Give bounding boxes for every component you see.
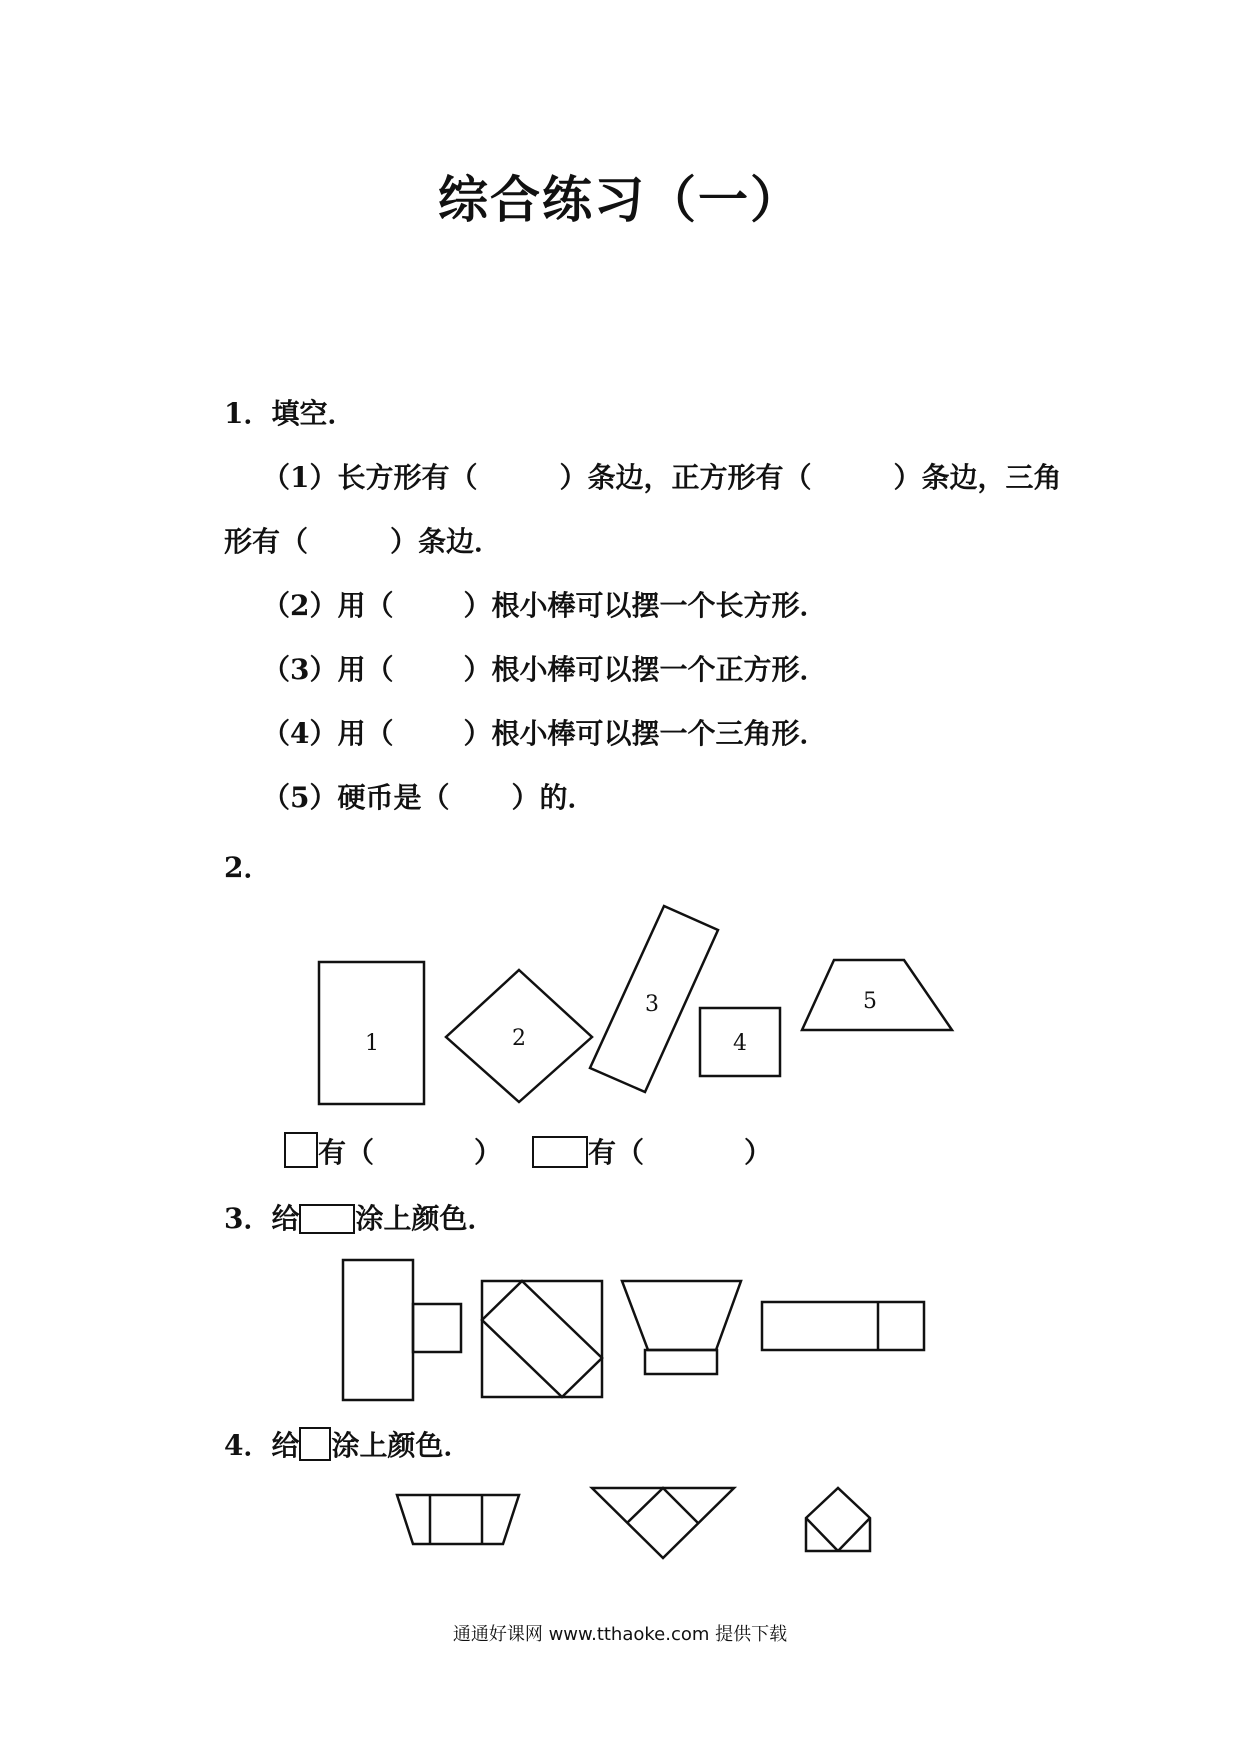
q3-post: 涂上颜色． xyxy=(355,1202,496,1235)
footer: 通通好课网 www.tthaoke.com 提供下载 xyxy=(452,1624,788,1645)
q2-shape-number-2: 2 xyxy=(512,1026,526,1051)
q1-line5-a: （5）硬币是（ xyxy=(262,781,450,814)
q2-fill-a-pre: 有（ xyxy=(318,1136,375,1169)
square-icon xyxy=(284,1132,318,1168)
q1-label: 1．填空． xyxy=(224,397,356,430)
q3-figure-2 xyxy=(482,1281,602,1397)
q4-figure-3 xyxy=(806,1488,870,1551)
q4-figure-2 xyxy=(592,1488,734,1558)
q3-instruction xyxy=(224,1197,496,1237)
q2-label: 2． xyxy=(224,851,272,884)
rectangle-icon xyxy=(299,1204,355,1234)
q1-line2-b: ）根小棒可以摆一个长方形． xyxy=(463,589,828,622)
q1-line1-b: ）条边，正方形有（ xyxy=(559,461,812,494)
q2-shape-trapezoid-5 xyxy=(802,960,952,1030)
q1-line1-d: 形有（ xyxy=(224,525,309,558)
q1-line1-c: ）条边，三角 xyxy=(893,461,1062,494)
square-icon xyxy=(299,1427,331,1461)
q2-shape-number-5: 5 xyxy=(863,989,877,1014)
q2-shape-number-1: 1 xyxy=(365,1031,379,1056)
q1-line4-a: （4）用（ xyxy=(262,717,394,750)
q3-figure-3 xyxy=(622,1281,741,1374)
q4-figure-1 xyxy=(397,1495,519,1544)
q3-figure-1 xyxy=(343,1260,461,1400)
q1-line5-b: ）的． xyxy=(511,781,596,814)
q1-line3-b: ）根小棒可以摆一个正方形． xyxy=(463,653,828,686)
q2-fill-line xyxy=(284,1131,772,1171)
q4-instruction xyxy=(224,1424,472,1464)
q2-fill-b-pre: 有（ xyxy=(588,1136,645,1169)
q3-figure-4 xyxy=(762,1302,924,1350)
q4-post: 涂上颜色． xyxy=(331,1429,472,1462)
q2-fill-a-post: ） xyxy=(474,1136,503,1169)
q1-line1-a: （1）长方形有（ xyxy=(262,461,478,494)
q1-line3-a: （3）用（ xyxy=(262,653,394,686)
rectangle-icon xyxy=(532,1136,588,1168)
q1-line4-b: ）根小棒可以摆一个三角形． xyxy=(463,717,828,750)
q2-shape-number-4: 4 xyxy=(733,1031,747,1056)
q4-pre: 4．给 xyxy=(224,1429,300,1462)
q1-line1-e: ）条边． xyxy=(390,525,503,558)
page-title: 综合练习（一） xyxy=(438,170,802,229)
q3-pre: 3．给 xyxy=(224,1202,300,1235)
q1-line2-a: （2）用（ xyxy=(262,589,394,622)
q2-fill-b-post: ） xyxy=(744,1136,773,1169)
q2-shape-number-3: 3 xyxy=(645,992,659,1017)
